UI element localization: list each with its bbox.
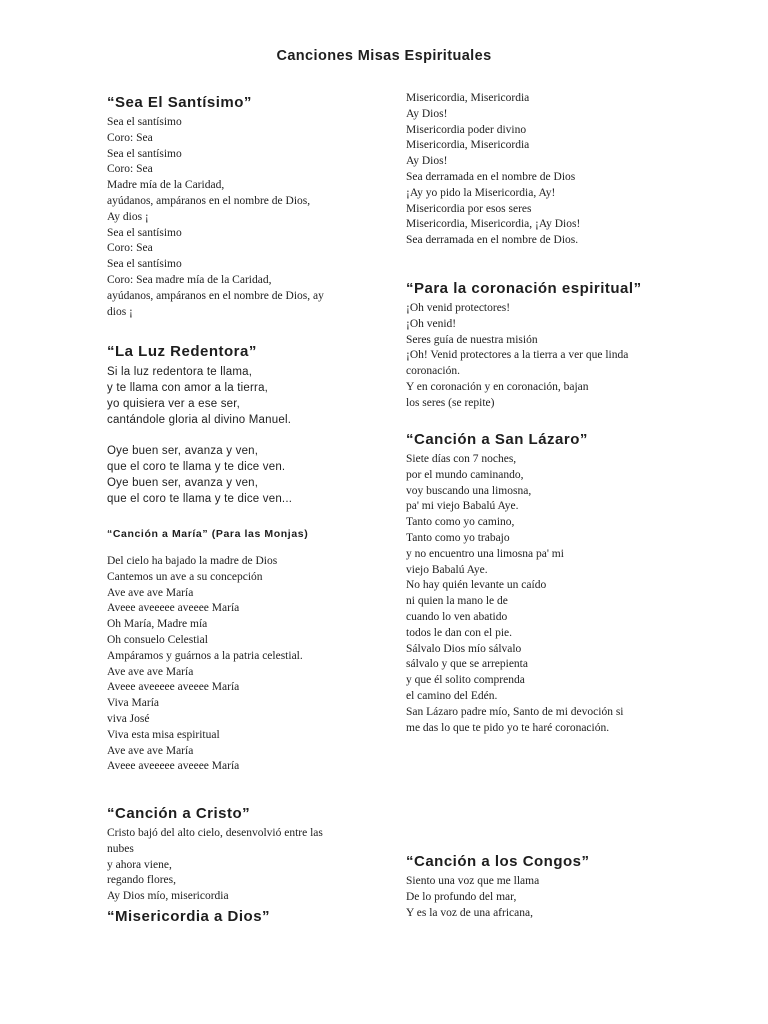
lyric-line: viejo Babalú Aye. [406, 563, 488, 576]
lyric-line: Sea derramada en el nombre de Dios. [406, 234, 579, 247]
lyric-line: coronación. [406, 365, 460, 378]
lyric-line: No hay quién levante un caído [406, 579, 547, 592]
lyric-line: el camino del Edén. [406, 689, 498, 702]
song-title: “Canción a los Congos” [406, 853, 590, 870]
song-cancion-a-san-lazaro [406, 431, 623, 736]
lyric-line: Coro: Sea [107, 242, 153, 255]
lyric-line: Aveee aveeeee aveeee María [107, 760, 240, 773]
lyric-line: Misericordia, Misericordia [406, 92, 530, 104]
lyric-line: Tanto como yo camino, [406, 516, 515, 529]
lyric-line: Del cielo ha bajado la madre de Dios [107, 555, 278, 567]
song-la-luz-redentora [107, 343, 292, 507]
song-misericordia-a-dios-lyrics [406, 91, 580, 249]
lyric-line: Misericordia, Misericordia [406, 139, 530, 152]
lyric-line: Ave ave ave María [107, 586, 194, 599]
lyric-line: Oh consuelo Celestial [107, 633, 208, 646]
lyric-line: Aveee aveeeee aveeee María [107, 602, 240, 615]
lyric-line: dios ¡ [107, 305, 133, 318]
lyric-line: Madre mía de la Caridad, [107, 179, 225, 192]
lyric-line: y que él solito comprenda [406, 674, 525, 687]
song-sea-el-santisimo [107, 94, 324, 320]
lyric-line: Ay Dios! [406, 155, 448, 168]
lyric-line: Sea el santísimo [107, 116, 182, 128]
lyric-line: Sálvalo Dios mío sálvalo [406, 642, 522, 655]
lyric-line: Coro: Sea [107, 131, 153, 144]
song-title: “Para la coronación espiritual” [406, 280, 642, 297]
lyric-line: los seres (se repite) [406, 396, 495, 409]
song-para-la-coronacion [406, 280, 642, 412]
lyric-line: ¡Oh venid! [406, 317, 457, 330]
lyric-line: De lo profundo del mar, [406, 890, 517, 903]
lyric-line: Seres guía de nuestra misión [406, 333, 538, 346]
lyric-line: cantándole gloria al divino Manuel. [107, 414, 292, 426]
song-lyrics [406, 874, 590, 921]
song-title: “Canción a María” (Para las Monjas) [107, 528, 309, 540]
page-title: Canciones Misas Espirituales [276, 48, 492, 64]
lyric-line: que el coro te llama y te dice ven. [107, 461, 286, 473]
song-lyrics-stanza-1 [107, 364, 292, 428]
song-cancion-a-cristo [107, 805, 323, 905]
lyric-line: Siete días con 7 noches, [406, 453, 517, 465]
song-misericordia-a-dios [107, 908, 270, 925]
lyric-line: viva José [107, 712, 150, 725]
lyric-line: Ay dios ¡ [107, 210, 149, 223]
lyric-line: Aveee aveeeee aveeee María [107, 681, 240, 694]
lyric-line: Sea el santísimo [107, 226, 182, 239]
lyric-line: yo quisiera ver a ese ser, [107, 398, 241, 410]
song-title: “Canción a San Lázaro” [406, 431, 588, 448]
lyric-line: Oh María, Madre mía [107, 618, 208, 631]
song-lyrics [107, 826, 323, 905]
lyric-line: Ave ave ave María [107, 744, 194, 757]
lyric-line: Y es la voz de una africana, [406, 906, 533, 919]
song-lyrics [107, 554, 308, 775]
song-lyrics-stanza-2 [107, 443, 292, 507]
lyric-line: Y en coronación y en coronación, bajan [406, 380, 589, 393]
lyric-line: que el coro te llama y te dice ven... [107, 493, 293, 505]
lyric-line: Siento una voz que me llama [406, 875, 540, 887]
lyric-line: Tanto como yo trabajo [406, 531, 510, 544]
lyric-line: pa' mi viejo Babalú Aye. [406, 500, 519, 513]
lyric-line: regando flores, [107, 874, 176, 887]
lyric-line: Coro: Sea [107, 163, 153, 176]
song-title: “Sea El Santísimo” [107, 94, 252, 111]
lyric-line: Coro: Sea madre mía de la Caridad, [107, 273, 272, 286]
song-cancion-a-los-congos [406, 853, 590, 921]
lyric-line: ¡Oh venid protectores! [406, 302, 511, 314]
lyric-line: ¡Ay yo pido la Misericordia, Ay! [406, 186, 556, 199]
song-lyrics [107, 115, 324, 320]
lyric-line: y te llama con amor a la tierra, [107, 382, 269, 394]
lyric-line: Oye buen ser, avanza y ven, [107, 445, 259, 457]
lyric-line: Sea el santísimo [107, 258, 182, 271]
lyric-line: ayúdanos, ampáranos en el nombre de Dios, [107, 194, 311, 207]
song-cancion-a-maria [107, 528, 308, 775]
lyric-line: San Lázaro padre mío, Santo de mi devoción si [406, 705, 624, 718]
lyric-line: Oye buen ser, avanza y ven, [107, 477, 259, 489]
lyric-line: Sea derramada en el nombre de Dios [406, 170, 576, 183]
lyric-line: y ahora viene, [107, 858, 172, 871]
lyric-line: Ave ave ave María [107, 665, 194, 678]
lyric-line: cuando lo ven abatido [406, 610, 508, 623]
lyric-line: Ay Dios! [406, 107, 448, 120]
lyric-line: ni quien la mano le de [406, 595, 508, 608]
lyric-line: Si la luz redentora te llama, [107, 366, 253, 378]
lyric-line: y no encuentro una limosna pa' mi [406, 547, 564, 560]
lyric-line: todos le dan con el pie. [406, 626, 513, 639]
lyric-line: por el mundo caminando, [406, 468, 524, 481]
song-title: “La Luz Redentora” [107, 343, 257, 360]
lyric-line: Misericordia, Misericordia, ¡Ay Dios! [406, 218, 581, 231]
lyric-line: sálvalo y que se arrepienta [406, 658, 528, 671]
song-title: “Misericordia a Dios” [107, 908, 271, 925]
lyric-line: Ampáramos y guárnos a la patria celestial. [107, 649, 303, 662]
lyric-line: Sea el santísimo [107, 147, 182, 160]
lyric-line: Viva María [107, 697, 159, 710]
song-title: “Canción a Cristo” [107, 805, 251, 822]
lyric-line: Misericordia por esos seres [406, 202, 532, 215]
lyric-line: ¡Oh! Venid protectores a la tierra a ver que linda [406, 349, 629, 362]
lyric-line: Cantemos un ave a su concepción [107, 570, 263, 583]
lyric-line: me das lo que te pido yo te haré coronación. [406, 721, 610, 734]
song-lyrics [406, 452, 623, 736]
lyric-line: nubes [107, 842, 134, 855]
song-lyrics [406, 301, 642, 412]
lyric-line: Viva esta misa espiritual [107, 728, 220, 741]
lyric-line: ayúdanos, ampáranos en el nombre de Dios, ay [107, 289, 324, 302]
lyric-line: Misericordia poder divino [406, 123, 527, 136]
lyric-line: Cristo bajó del alto cielo, desenvolvió entre las [107, 827, 323, 839]
song-lyrics [406, 91, 580, 249]
lyric-line: Ay Dios mío, misericordia [107, 890, 229, 903]
lyric-line: voy buscando una limosna, [406, 484, 532, 497]
